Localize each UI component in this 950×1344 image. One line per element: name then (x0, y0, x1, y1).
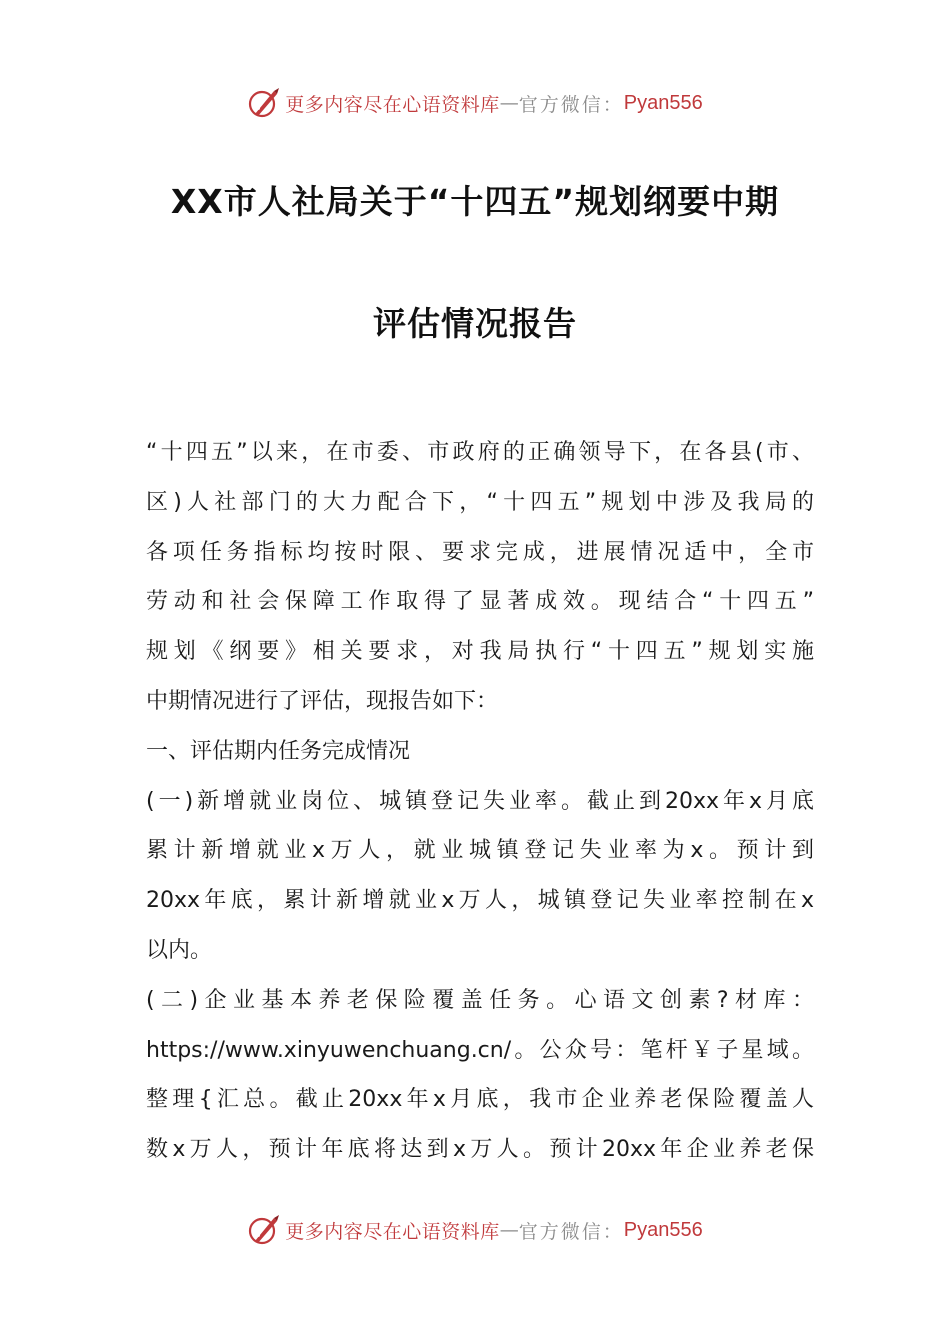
quill-logo-icon (247, 1213, 281, 1247)
body-line: https://www.xinyuwenchuang.cn/。公众号：笔杆￥子星域。 (146, 1037, 814, 1063)
body-line: 规划《纲要》相关要求，对我局执行“十四五”规划实施 (146, 639, 814, 665)
banner-dash: — (499, 92, 519, 114)
body-line: 数x万人，预计年底将达到x万人。预计20xx年企业养老保 (146, 1137, 814, 1163)
body-line: (二)企业基本养老保险覆盖任务。心语文创素?材库： (146, 987, 814, 1013)
banner-wechat-id: Pyan556 (623, 1218, 703, 1241)
body-line: 区)人社部门的大力配合下，“十四五”规划中涉及我局的 (146, 489, 814, 515)
body-line: 各项任务指标均按时限、要求完成，进展情况适中，全市 (146, 539, 814, 565)
banner-brand-text: 更多内容尽在心语资料库 (285, 1220, 500, 1243)
body-line: “十四五”以来，在市委、市政府的正确领导下，在各县(市、 (146, 440, 814, 465)
body-line: (一)新增就业岗位、城镇登记失业率。截止到20xx年x月底 (146, 788, 814, 814)
document-title-line-2: 评估情况报告 (373, 304, 577, 343)
banner-wechat-id: Pyan556 (623, 91, 703, 114)
document-title-line-1: XX市人社局关于“十四五”规划纲要中期 (170, 182, 780, 221)
footer-watermark-banner (0, 1210, 950, 1250)
banner-dash: — (499, 1219, 519, 1241)
body-line: 累计新增就业x万人，就业城镇登记失业率为x。预计到 (146, 838, 814, 864)
body-line: 整理{汇总。截止20xx年x月底，我市企业养老保险覆盖人 (146, 1087, 814, 1113)
banner-wechat-label: 官方微信： (518, 1220, 624, 1243)
banner-brand-text: 更多内容尽在心语资料库 (285, 93, 500, 116)
document-body (146, 428, 814, 1175)
body-line: 20xx年底，累计新增就业x万人，城镇登记失业率控制在x (146, 888, 814, 914)
section-heading: 一、评估期内任务完成情况 (146, 738, 411, 764)
quill-logo-icon (247, 86, 281, 120)
header-watermark-banner (0, 83, 950, 123)
banner-wechat-label: 官方微信： (518, 93, 624, 116)
body-line: 劳动和社会保障工作取得了显著成效。现结合“十四五” (146, 589, 814, 615)
body-line: 中期情况进行了评估，现报告如下： (146, 688, 499, 714)
body-line: 以内。 (146, 937, 213, 963)
